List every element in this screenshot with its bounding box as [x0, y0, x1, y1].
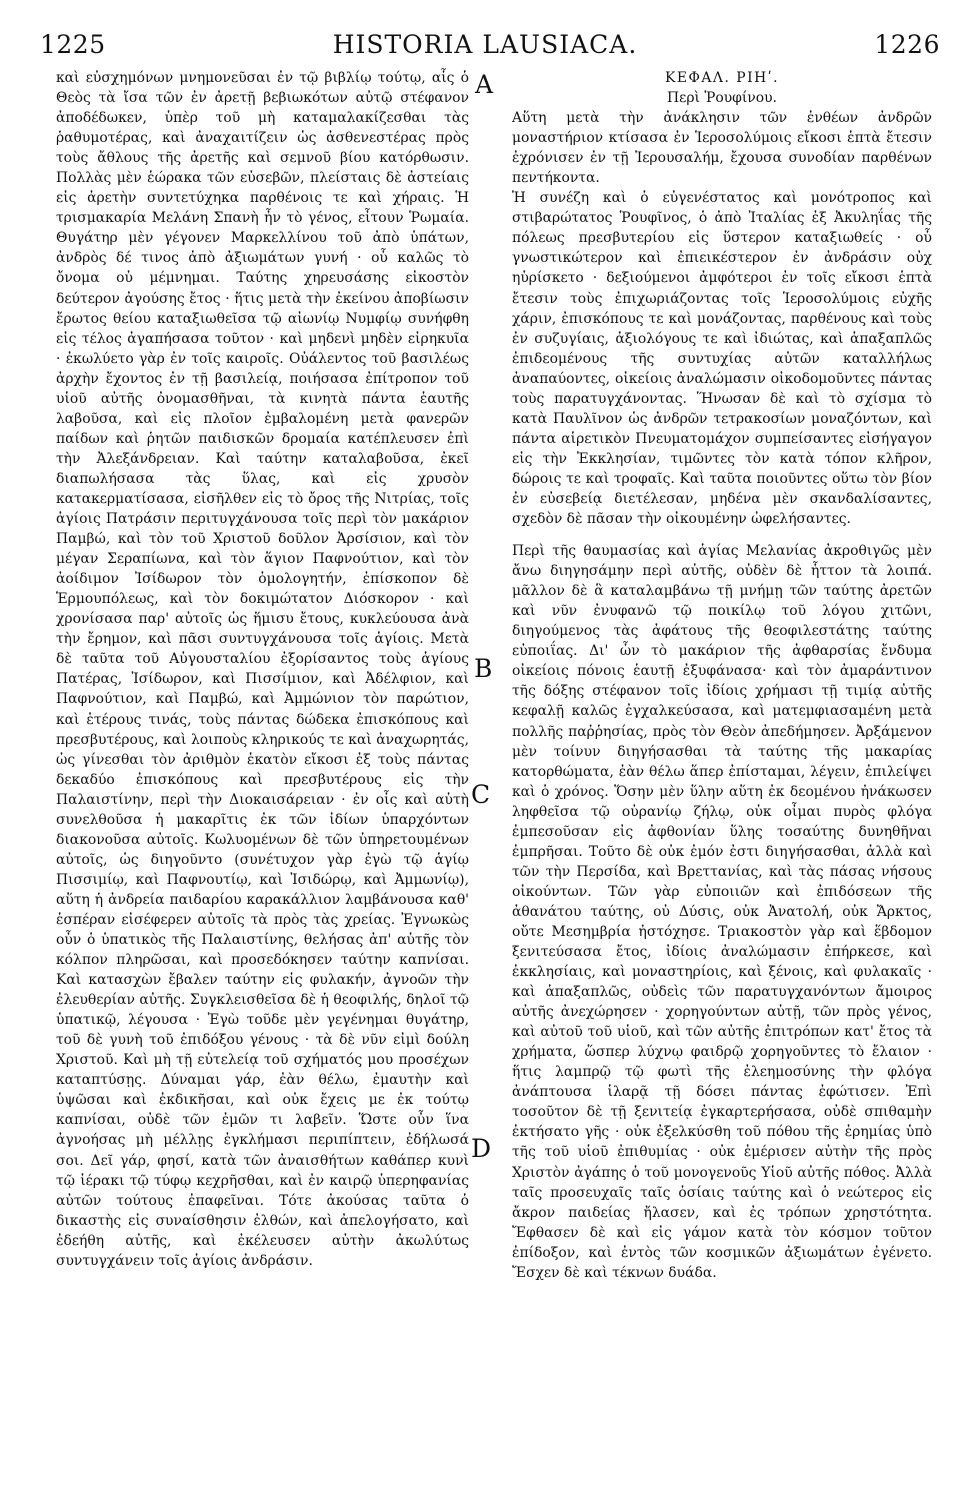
left-column-text: καὶ εὐσχημόνων μνημονεῦσαι ἐν τῷ βιβλίῳ τούτῳ, αἷς ὁ Θεὸς τὰ ἴσα τῶν ἐν ἀρετῇ βεβιωκότων αὐτῷ στέφανον ἀποδέδωκεν, ὑπὲρ τοῦ μὴ καταμαλακίζεσθαι τὰς ῥαθυμοτέρας, καὶ ἀναχαιτίζειν ὡς ἀσθενεστέρας πρὸς τοὺς ἄθλους τῆς ἀρετῆς καὶ σεμνοῦ βίου κατόρθωσιν. Πολλὰς μὲν ἑώρακα τῶν εὐσεβῶν, πλείσταις δὲ ἀστείαις εἰς ἀρετὴν συντετύχηκα παρθένοις τε καὶ χήραις. Ἡ τρισμακαρία Μελάνη Σπανὴ ἦν τὸ γένος, εἶτουν Ῥωμαία. Θυγάτηρ μὲν γέγονεν Μαρκελλίνου τοῦ ἀπὸ ὑπάτων, ἀνδρὸς δέ τινος ἀπὸ ἀξιωμάτων γυνή · οὗ καλῶς τὸ ὄνομα οὐ μέμνημαι. Ταύτης χηρευσάσης εἰκοστὸν δεύτερον ἀγούσης ἔτος · ἥτις μετὰ τὴν ἐκείνου ἀποβίωσιν ἔρωτος θείου καταξιωθεῖσα τῷ αἰωνίῳ Νυμφίῳ συνήφθη εἰς τέλος ἀγαπήσασα τοῦτον · καὶ μηδενὶ μηδὲν εἰρηκυῖα · ἐκωλύετο γὰρ ἐν τοῖς καιροῖς. Οὐάλεντος τοῦ βασιλέως ἀρχὴν ἔχοντος ἐν τῇ βασιλείᾳ, ποιήσασα ἐπίτροπον τοῦ υἱοῦ αὐτῆς ὀνομασθῆναι, τὰ κινητὰ πάντα ἑαυτῆς λαβοῦσα, καὶ εἰς πλοῖον ἐμβαλομένη μετὰ φανερῶν παίδων καὶ ῥητῶν παιδισκῶν δρομαία κατέπλευσεν ἐπὶ τὴν Ἀλεξάνδρειαν. Καὶ ταύτην καταλαβοῦσα, ἐκεῖ διαπωλήσασα τὰς ὕλας, καὶ εἰς χρυσὸν κατακερματίσασα, εἰσῆλθεν εἰς τὸ ὄρος τῆς Νιτρίας, τοῖς ἁγίοις Πατράσιν περιτυγχάνουσα τοῖς περὶ τὸν μακάριον Παμβώ, καὶ τὸν τοῦ Χριστοῦ δοῦλον Ἀρσίσιον, καὶ τὸν μέγαν Σεραπίωνα, καὶ τὸν ἅγιον Παφνούτιον, καὶ τὸν ἀοίδιμον Ἰσίδωρον τὸν ὁμολογητήν, ἐπίσκοπον δὲ Ἑρμουπόλεως, καὶ τὸν δοκιμώτατον Διόσκορον · καὶ χρονίσασα παρ' αὐτοῖς ὡς ἥμισυ ἔτους, κυκλεύουσα ἀνὰ τὴν ἔρημον, καὶ πᾶσι συντυγχάνουσα τοῖς ἁγίοις. Μετὰ δὲ ταῦτα τοῦ Αὐγουσταλίου ἐξορίσαντος τοὺς ἁγίους Πατέρας, Ἰσίδωρον, καὶ Πισσίμιον, καὶ Ἀδέλφιον, καὶ Παφνούτιον, καὶ Παμβώ, καὶ Ἀμμώνιον τὸν παρώτιον, καὶ ἑτέρους τινάς, τοὺς πάντας δώδεκα ἐπισκόπους καὶ πρεσβυτέρους, καὶ λοιποὺς κληρικούς τε καὶ ἀναχωρητάς, ὡς γίνεσθαι τὸν ἀριθμὸν ἑκατὸν εἴκοσι ἐξ τοὺς πάντας δεκαδύο ἐπισκόπους καὶ πρεσβυτέρους εἰς τὴν Παλαιστίνην, περὶ τὴν Διοκαισάρειαν · ἐν οἷς καὶ αὐτὴ συνελθοῦσα ἡ μακαρῖτις ἐκ τῶν ἰδίων ὑπαρχόντων διακονοῦσα αὐτοῖς. Κωλυομένων δὲ τῶν ὑπηρετουμένων αὐτοῖς, ὡς διηγοῦντο (συνέτυχον γὰρ ἐγὼ τῷ ἁγίῳ Πισσιμίῳ, καὶ Παφνουτίῳ, καὶ Ἰσιδώρῳ, καὶ Ἀμμωνίῳ), αὕτη ἡ ἀνδρεία παιδαρίου καρακάλλιον λαμβάνουσα καθ' ἑσπέραν εἰσέφερεν αὐτοῖς τὰ πρὸς τὰς χρείας. Ἐγνωκὼς οὖν ὁ ὑπατικὸς τῆς Παλαιστίνης, θελήσας ἀπ' αὐτῆς τὸν κόλπον πληρῶσαι, καὶ προσεδόκησεν ταύτην καπνίσαι. Καὶ κατασχὼν ἔβαλεν ταύτην εἰς φυλακήν, ἀγνοῶν τὴν ἐλευθερίαν αὐτῆς. Συγκλεισθεῖσα δὲ ἡ θεοφιλής, δηλοῖ τῷ ὑπατικῷ, λέγουσα · Ἐγὼ τοῦδε μὲν γεγένημαι θυγάτηρ, τοῦ δὲ γυνὴ τοῦ ἐπιδόξου γένους · τὰ δὲ νῦν εἰμὶ δούλη Χριστοῦ. Καὶ μὴ τῇ εὐτελείᾳ τοῦ σχήματός μου προσέχων καταπτύσῃς. Δύναμαι γάρ, ἐὰν θέλω, ἐμαυτὴν καὶ ὑψῶσαι καὶ ἐκδικῆσαι, καὶ οὐκ ἔχεις με ἐκ τούτῳ καπνίσαι, οὐδὲ τῶν ἐμῶν τι λαβεῖν. Ὥστε οὖν ἵνα ἀγνοήσας μὴ μέλλῃς ἐγκλήμασι περιπίπτειν, ἐδήλωσά σοι. Δεῖ γάρ, φησί, κατὰ τῶν ἀναισθήτων καθάπερ κυνὶ τῷ ἱέρακι τῷ τύφῳ κεχρῆσθαι, καὶ ἐν καιρῷ ὑπερηφανίας αὐτῶν τούτους ἐπαφεῖναι. Τότε ἀκούσας ταῦτα ὁ δικαστὴς εἰς συναίσθησιν ἐλθών, καὶ ἀπελογήσατο, καὶ ἐδεήθη αὐτῆς, καὶ ἐκέλευσεν αὐτὴν ἀκωλύτως συντυγχάνειν τοῖς ἁγίοις ἀνδράσιν.: [56, 70, 469, 1269]
running-title: HISTORIA LAUSIACA.: [332, 30, 638, 59]
paragraph-3: Περὶ τῆς θαυμασίας καὶ ἁγίας Μελανίας ἀκροθιγῶς μὲν ἄνω διηγησάμην περὶ αὐτῆς, οὐδὲν δὲ ἧττον τὰ λοιπά. μᾶλλον δὲ ἃ καταλαμβάνω τῇ μνήμῃ τῶν ταύτης ἀρετῶν καὶ νῦν ἐνυφανῶ τῷ ποικίλῳ τοῦ λόγου χιτῶνι, διηγούμενος τὰς ἀφάτους τῆς θεοφιλεστάτης ταύτης εὐποιΐας. Δι' ὧν τὸ μακάριον τῆς ἀφθαρσίας ἔνδυμα οἰκείοις πόνοις ἑαυτῇ ἐξυφάνασα· καὶ τὸν ἀμαράντινον τῆς δόξης στέφανον τοῖς ἰδίοις χρήμασι τῇ τιμίᾳ αὐτῆς κεφαλῇ καλῶς ἐγχαλκεύσασα, καὶ ματεμφιασαμένη μετὰ πολλῆς παῤῥησίας, πρὸς τὸν Θεὸν ἀπεδήμησεν. Ἀρξάμενον μὲν τοίνυν διηγήσασθαι τὰ ταύτης τῆς μακαρίας κατορθώματα, ἐὰν θέλω ἅπερ ἐπίσταμαι, λέγειν, ἐπιλείψει καὶ ὁ χρόνος. Ὅσην μὲν ὕλην αὕτη ἐκ δεομένου ἠνάκωσεν ληφθεῖσα τῷ οὐρανίῳ ζήλῳ, οὐκ οἶμαι πυρὸς φλόγα ἐμπεσοῦσαν εἰς ἀφθονίαν ὕλης τοσαύτης δυνηθῆναι ἐμπρῆσαι. Τοῦτο δὲ οὐκ ἐμόν ἐστι διηγήσασθαι, ἀλλὰ καὶ τῶν τὴν Περσίδα, καὶ Βρεττανίας, καὶ τὰς πάσας νήσους οἰκούντων. Τῶν γὰρ εὐποιιῶν καὶ ἐπιδόσεων τῆς ἀθανάτου ταύτης, οὐ Δύσις, οὐκ Ἀνατολή, οὐκ Ἄρκτος, οὔτε Μεσημβρία ἠστόχησε. Τριακοστὸν γὰρ καὶ ἕβδομον ξενιτεύσασα ἔτος, ἰδίοις ἀναλώμασιν ἐπήρκεσε, καὶ ἐκκλησίαις, καὶ μοναστηρίοις, καὶ ξένοις, καὶ φυλακαῖς · καὶ ἁπαξαπλῶς, οὐδεὶς τῶν παρατυγχανόντων ἄμοιρος αὐτῆς ἀνεχώρησεν · χορηγούντων αὐτῇ, τῶν πρὸς γένος, καὶ αὐτοῦ τοῦ υἱοῦ, καὶ τῶν αὐτῆς ἐπιτρόπων κατ' ἔτος τὰ χρήματα, ὥσπερ λύχνῳ φαιδρῷ χορηγοῦντες τὸ ἔλαιον · ἥτις λαμπρῷ τῷ φωτὶ τῆς ἐλεημοσύνης τὴν φλόγα ἀνάπτουσα ἱλαρᾷ τῇ δόσει πάντας ἐφώτισεν. Ἐπὶ τοσοῦτον δὲ τῇ ξενιτείᾳ ἐγκαρτερήσασα, οὐδὲ σπιθαμὴν ἐκτήσατο γῆς · οὐκ ἐξελκύσθη τοῦ πόθου τῆς ἐρημίας ὑπὸ τῆς τοῦ υἱοῦ ἐπιθυμίας · οὐκ ἐμέρισεν αὐτὴν τῆς πρὸς Χριστὸν ἀγάπης ὁ τοῦ μονογενοῦς Υἱοῦ αὐτῆς πόθος. Ἀλλὰ ταῖς προσευχαῖς ταῖς ὁσίαις ταύτης καὶ ὁ νεώτερος εἰς ἄκρον παιδείας ἤλασεν, καὶ ἐς τρόπων χρηστότητα. Ἔφθασεν δὲ καὶ εἰς γάμον κατὰ τὸν κόσμον τοῦτον ἐπίδοξον, καὶ ἐντὸς τῶν κοσμικῶν ἀξιωμάτων ἐγένετο. Ἔσχεν δὲ καὶ τέκνων δυάδα.: [512, 543, 932, 1281]
chapter-subtitle: Περὶ Ῥουφίνου.: [667, 90, 777, 107]
chapter-heading: ΚΕΦΑΛ. ΡΙΗʹ.: [664, 70, 780, 86]
left-column: [56, 68, 469, 1473]
page-number-right: 1226: [874, 30, 940, 59]
paragraph-1: Αὕτη μετὰ τὴν ἀνάκλησιν τῶν ἐνθέων ἀνδρῶν μοναστήριον κτίσασα ἐν Ἱεροσολύμοις εἴκοσι ἑπτὰ ἔτεσιν ἐχρόνισεν ἐν τῇ Ἱερουσαλήμ, ἔχουσα συνοδίαν παρθένων πεντήκοντα.: [512, 110, 932, 187]
page-number-left: 1225: [40, 30, 106, 59]
margin-letter-b: B: [474, 654, 493, 683]
margin-letter-a: A: [475, 70, 494, 99]
margin-letter-c: C: [471, 780, 491, 809]
page-header: [30, 30, 940, 64]
right-column: [512, 68, 932, 1473]
paragraph-2: Ἡ συνέζη καὶ ὁ εὐγενέστατος καὶ μονότροπος καὶ στιβαρώτατος Ῥουφῖνος, ὁ ἀπὸ Ἰταλίας ἐξ Ἀκυληΐας τῆς πόλεως πρεσβυτερίου εἰς ὕστερον καταξιωθείς · οὗ γνωστικώτερον καὶ ἐπιεικέστερον ἐν ἀνδράσιν οὐχ ηὑρίσκετο · δεξιούμενοι ἀμφότεροι ἐν τοῖς εἴκοσι ἑπτὰ ἔτεσιν τοὺς ἐπιχωριάζοντας τοῖς Ἱεροσολύμοις εὐχῆς χάριν, ἐπισκόπους τε καὶ μονάζοντας, παρθένους καὶ τοὺς ἐν συζυγίαις, ἀξιολόγους τε καὶ ἰδιώτας, καὶ ἁπαξαπλῶς ἐπιδεομένους τῆς συντυχίας αὐτῶν καταλλήλως ἀναπαύοντες, οἰκείοις ἀναλώμασιν οἰκοδομοῦντες πάντας τοὺς παρατυγχάνοντας. Ἥνωσαν δὲ καὶ τὸ σχίσμα τὸ κατὰ Παυλῖνον ὡς ἀνδρῶν τετρακοσίων μοναζόντων, καὶ πάντα αἱρετικὸν Πνευματομάχον συμπείσαντες εἰσήγαγον εἰς τὴν Ἐκκλησίαν, τιμῶντες τὸν κατὰ τόπον κλῆρον, δώροις τε καὶ τροφαῖς. Καὶ ταῦτα ποιοῦντες οὕτω τὸν βίον ἐν εὐσεβείᾳ διετέλεσαν, μηδένα μὲν σκανδαλίσαντες, σχεδὸν δὲ πᾶσαν τὴν οἰκουμένην ὠφελήσαντες.: [512, 190, 932, 528]
margin-letter-d: D: [471, 1134, 492, 1163]
paragraph-gap: [512, 529, 932, 541]
